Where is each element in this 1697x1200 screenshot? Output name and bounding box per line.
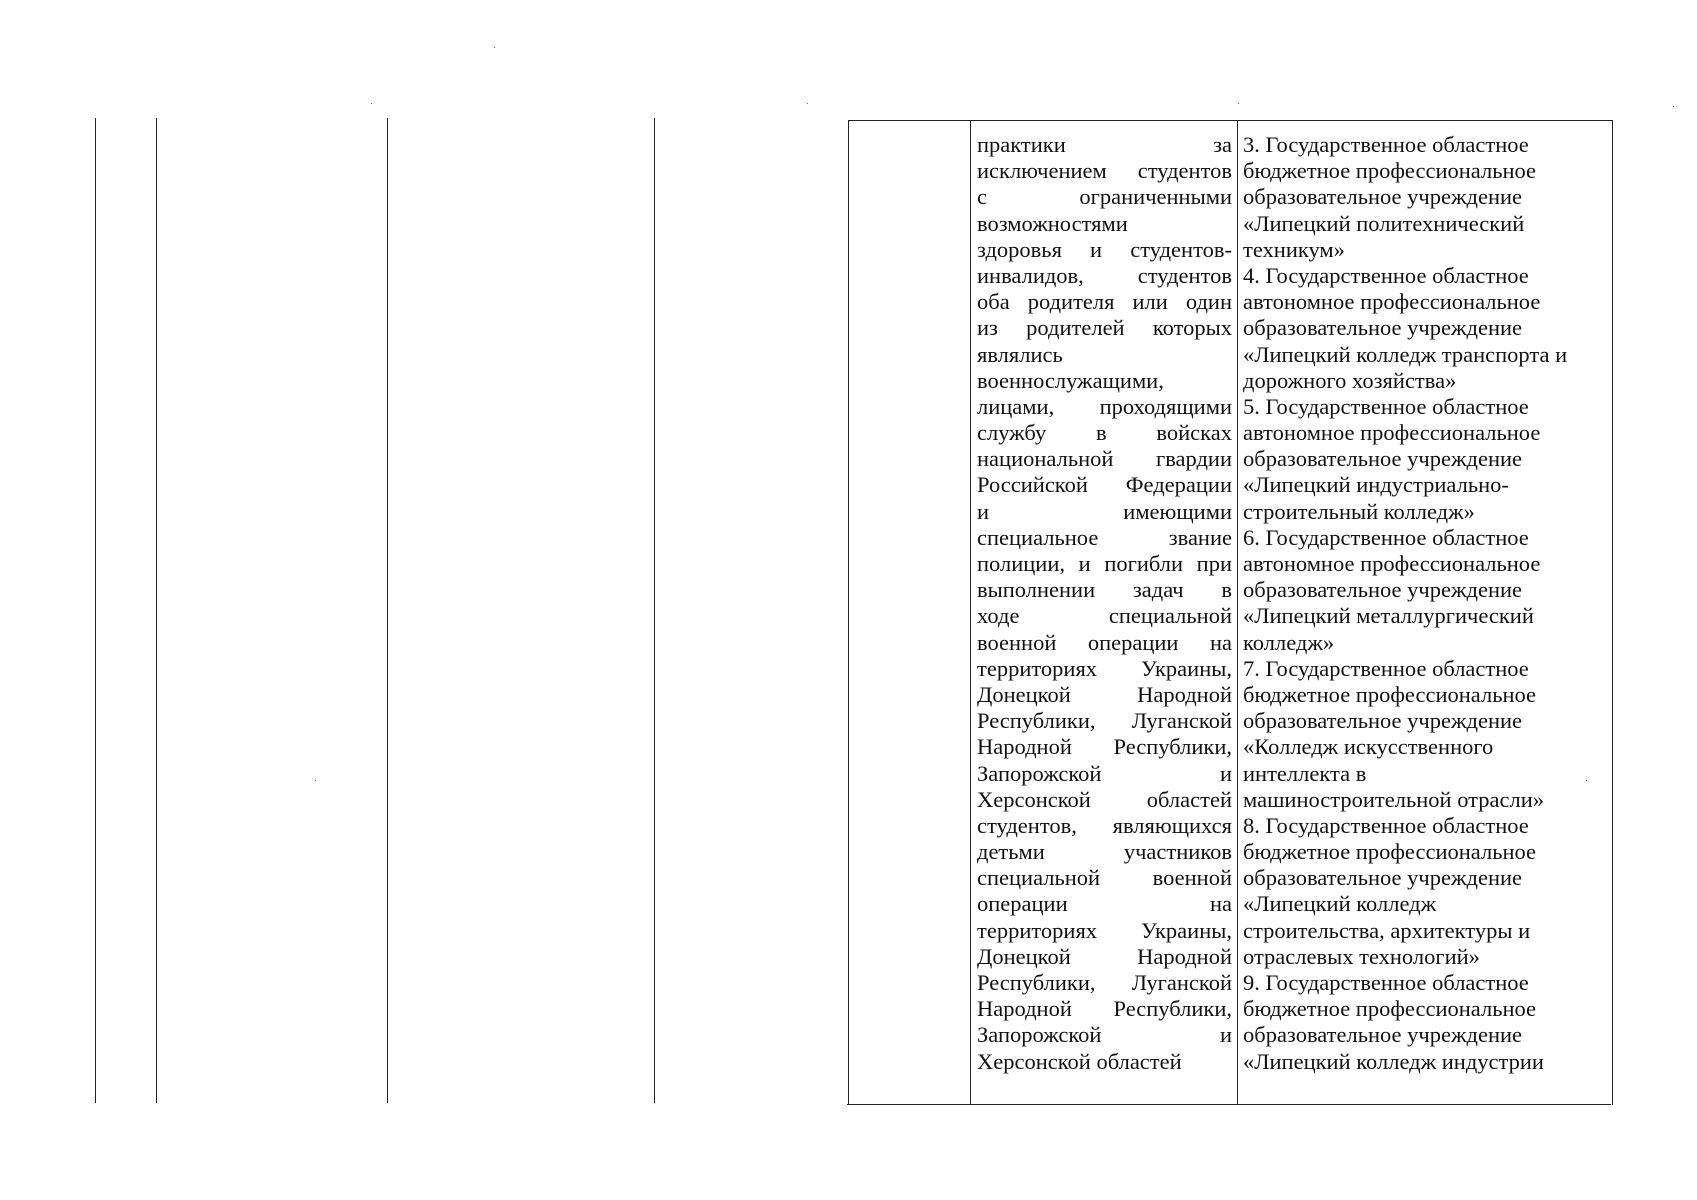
- text-line: Республики, Луганской: [977, 708, 1232, 734]
- text-line: детьми участников: [977, 839, 1232, 865]
- text-line: лицами, проходящими: [977, 393, 1232, 419]
- text-line: 7. Государственное областное: [1243, 655, 1529, 681]
- text-line: образовательное учреждение: [1243, 446, 1523, 472]
- table-column-divider-2: [1237, 120, 1238, 1105]
- text-line: отраслевых технологий»: [1243, 943, 1480, 969]
- text-line: ходе специальной: [977, 603, 1232, 629]
- text-line: автономное профессиональное: [1243, 420, 1541, 446]
- text-line: 3. Государственное областное: [1243, 132, 1529, 157]
- text-line: военнослужащими,: [977, 367, 1164, 393]
- text-line: «Липецкий индустриально-: [1243, 472, 1509, 498]
- text-line: бюджетное профессиональное: [1243, 996, 1537, 1022]
- text-line: Запорожской и: [977, 760, 1232, 786]
- scan-speck: [1238, 103, 1239, 104]
- left-table-border-2: [156, 118, 157, 1103]
- text-line: и имеющими: [977, 498, 1232, 524]
- text-line: Республики, Луганской: [977, 970, 1232, 995]
- text-line: территориях Украины,: [977, 917, 1232, 943]
- text-line: возможностями: [977, 210, 1128, 236]
- text-line: службу в войсках: [977, 420, 1232, 446]
- text-line: образовательное учреждение: [1243, 865, 1523, 891]
- text-line: образовательное учреждение: [1243, 1022, 1523, 1048]
- text-line: специальное звание: [977, 524, 1232, 550]
- text-line: автономное профессиональное: [1243, 551, 1541, 576]
- table-cell-institutions: [1243, 132, 1608, 1075]
- text-line: «Липецкий политехнический: [1243, 210, 1525, 236]
- text-line: Народной Республики,: [977, 734, 1232, 760]
- text-line: «Липецкий колледж индустрии: [1243, 1048, 1544, 1074]
- text-line: «Липецкий металлургический: [1243, 603, 1534, 629]
- text-line: дорожного хозяйства»: [1243, 367, 1457, 393]
- text-line: «Липецкий колледж транспорта и: [1243, 341, 1568, 367]
- text-line: студентов, являющихся: [977, 812, 1232, 838]
- table-left-border: [848, 120, 849, 1105]
- scan-speck: [371, 103, 372, 104]
- table-right-border: [1612, 120, 1613, 1105]
- text-line: территориях Украины,: [977, 655, 1232, 681]
- table-bottom-border: [847, 1104, 1611, 1105]
- text-line: 6. Государственное областное: [1243, 524, 1529, 550]
- text-line: колледж»: [1243, 629, 1335, 655]
- text-line: исключением студентов: [977, 158, 1232, 184]
- scan-speck: [315, 780, 316, 781]
- text-line: интеллекта в: [1243, 760, 1367, 786]
- text-line: Запорожской и: [977, 1022, 1232, 1048]
- text-line: специальной военной: [977, 865, 1232, 891]
- text-line: Донецкой Народной: [977, 943, 1232, 969]
- text-line: Российской Федерации: [977, 472, 1232, 498]
- text-line: образовательное учреждение: [1243, 708, 1523, 734]
- text-line: образовательное учреждение: [1243, 315, 1523, 341]
- text-line: оба родителя или один: [977, 289, 1232, 315]
- text-line: бюджетное профессиональное: [1243, 839, 1537, 865]
- scan-speck: [807, 103, 808, 104]
- text-line: техникум»: [1243, 236, 1345, 262]
- text-line: военной операции на: [977, 629, 1232, 655]
- text-line: инвалидов, студентов: [977, 262, 1232, 288]
- text-line: образовательное учреждение: [1243, 577, 1523, 603]
- text-line: бюджетное профессиональное: [1243, 158, 1537, 184]
- left-table-border-1: [95, 118, 96, 1103]
- scan-speck: [494, 47, 495, 48]
- text-line: Донецкой Народной: [977, 681, 1232, 707]
- text-line: 5. Государственное областное: [1243, 393, 1529, 419]
- text-line: образовательное учреждение: [1243, 184, 1523, 210]
- text-line: бюджетное профессиональное: [1243, 681, 1537, 707]
- scan-speck: [1673, 106, 1674, 107]
- text-line: выполнении задач в: [977, 577, 1232, 603]
- text-line: Херсонской областей: [977, 786, 1232, 812]
- text-line: практики за: [977, 132, 1232, 157]
- text-line: операции на: [977, 891, 1232, 917]
- text-line: национальной гвардии: [977, 446, 1232, 472]
- text-line: из родителей которых: [977, 315, 1232, 341]
- text-line: строительства, архитектуры и: [1243, 917, 1531, 943]
- text-line: «Липецкий колледж: [1243, 891, 1437, 917]
- text-line: 8. Государственное областное: [1243, 812, 1529, 838]
- text-line: являлись: [977, 341, 1063, 367]
- table-cell-conditions: [977, 132, 1232, 1075]
- text-line: автономное профессиональное: [1243, 289, 1541, 315]
- text-line: 4. Государственное областное: [1243, 262, 1529, 288]
- text-line: машиностроительной отрасли»: [1243, 786, 1544, 812]
- text-line: Херсонской областей: [977, 1048, 1182, 1074]
- text-line: 9. Государственное областное: [1243, 970, 1529, 995]
- text-line: с ограниченными: [977, 184, 1232, 210]
- left-table-border-3: [387, 118, 388, 1103]
- text-line: строительный колледж»: [1243, 498, 1475, 524]
- text-line: Народной Республики,: [977, 996, 1232, 1022]
- table-column-divider-1: [970, 120, 971, 1105]
- text-line: полиции, и погибли при: [977, 551, 1232, 576]
- left-table-border-4: [654, 118, 655, 1103]
- table-top-border: [848, 120, 1613, 121]
- text-line: здоровья и студентов-: [977, 236, 1232, 262]
- text-line: «Колледж искусственного: [1243, 734, 1494, 760]
